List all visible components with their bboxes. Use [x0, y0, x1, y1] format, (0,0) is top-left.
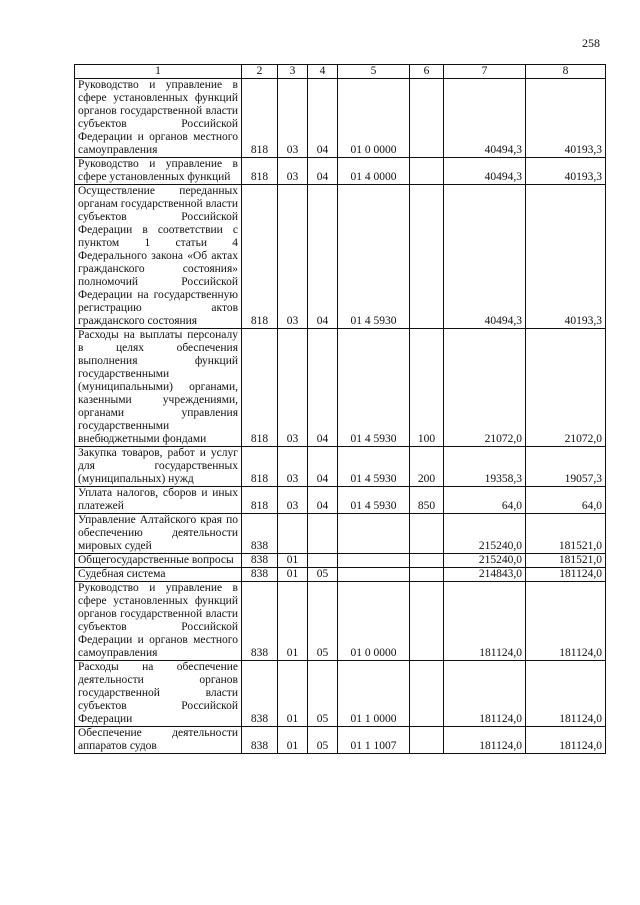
- table-row: [75, 329, 606, 447]
- target-article-cell: 01 0 0000: [338, 582, 410, 661]
- table-row: [75, 727, 606, 754]
- row-description: Обеспечение деятельности аппаратов судов: [75, 727, 242, 754]
- admin-code-cell: 818: [242, 329, 278, 447]
- expense-type-cell: [410, 185, 444, 329]
- expense-type-cell: [410, 568, 444, 582]
- table-row: [75, 568, 606, 582]
- target-article-cell: 01 1 0000: [338, 661, 410, 727]
- amount-col7-cell: 40494,3: [444, 158, 526, 185]
- table-row: [75, 487, 606, 514]
- row-description: Расходы на выплаты персоналу в целях обеспечения выполнения функций государственными (муниципальными) органами, казенными учреждениями, органами управления государственными внебюджетными фондами: [75, 329, 242, 447]
- subsection-cell: 04: [308, 447, 338, 487]
- target-article-cell: 01 4 5930: [338, 447, 410, 487]
- row-description: Руководство и управление в сфере установленных функций: [75, 158, 242, 185]
- amount-col8-cell: 21072,0: [526, 329, 606, 447]
- expense-type-cell: 100: [410, 329, 444, 447]
- column-header: 8: [526, 65, 606, 79]
- admin-code-cell: 838: [242, 661, 278, 727]
- amount-col7-cell: 40494,3: [444, 79, 526, 158]
- admin-code-cell: 838: [242, 554, 278, 568]
- subsection-cell: 04: [308, 185, 338, 329]
- admin-code-cell: 838: [242, 568, 278, 582]
- amount-col7-cell: 181124,0: [444, 727, 526, 754]
- column-header: 6: [410, 65, 444, 79]
- section-cell: 01: [278, 582, 308, 661]
- admin-code-cell: 818: [242, 79, 278, 158]
- amount-col8-cell: 64,0: [526, 487, 606, 514]
- section-cell: 03: [278, 447, 308, 487]
- column-header: 1: [75, 65, 242, 79]
- row-description: Осуществление переданных органам государственной власти субъектов Российской Федерации в соответствии с пунктом 1 статьи 4 Федерального закона «Об актах гражданского состояния» полномочий Российской Федерации на государственную регистрацию актов гражданского состояния: [75, 185, 242, 329]
- admin-code-cell: 838: [242, 582, 278, 661]
- subsection-cell: 04: [308, 158, 338, 185]
- section-cell: 03: [278, 487, 308, 514]
- expense-type-cell: [410, 514, 444, 554]
- table-row: [75, 158, 606, 185]
- amount-col7-cell: 215240,0: [444, 514, 526, 554]
- subsection-cell: 04: [308, 329, 338, 447]
- table-row: [75, 447, 606, 487]
- target-article-cell: 01 1 1007: [338, 727, 410, 754]
- subsection-cell: 05: [308, 727, 338, 754]
- amount-col8-cell: 181124,0: [526, 582, 606, 661]
- subsection-cell: 04: [308, 79, 338, 158]
- column-header: 5: [338, 65, 410, 79]
- admin-code-cell: 818: [242, 487, 278, 514]
- target-article-cell: 01 4 0000: [338, 158, 410, 185]
- amount-col8-cell: 181521,0: [526, 554, 606, 568]
- expense-type-cell: [410, 79, 444, 158]
- section-cell: 01: [278, 554, 308, 568]
- row-description: Управление Алтайского края по обеспечению деятельности мировых судей: [75, 514, 242, 554]
- column-header: 2: [242, 65, 278, 79]
- subsection-cell: 04: [308, 487, 338, 514]
- column-header: 3: [278, 65, 308, 79]
- section-cell: 01: [278, 661, 308, 727]
- table-row: [75, 554, 606, 568]
- target-article-cell: 01 0 0000: [338, 79, 410, 158]
- row-description: Закупка товаров, работ и услуг для государственных (муниципальных) нужд: [75, 447, 242, 487]
- amount-col8-cell: 181521,0: [526, 514, 606, 554]
- amount-col8-cell: 40193,3: [526, 185, 606, 329]
- expense-type-cell: 850: [410, 487, 444, 514]
- admin-code-cell: 818: [242, 185, 278, 329]
- row-description: Расходы на обеспечение деятельности органов государственной власти субъектов Российской Федерации: [75, 661, 242, 727]
- expense-type-cell: [410, 554, 444, 568]
- target-article-cell: 01 4 5930: [338, 185, 410, 329]
- amount-col7-cell: 215240,0: [444, 554, 526, 568]
- admin-code-cell: 818: [242, 158, 278, 185]
- section-cell: [278, 514, 308, 554]
- table-row: [75, 514, 606, 554]
- expense-type-cell: [410, 158, 444, 185]
- row-description: Руководство и управление в сфере установленных функций органов государственной власти субъектов Российской Федерации и органов местного самоуправления: [75, 582, 242, 661]
- amount-col8-cell: 19057,3: [526, 447, 606, 487]
- target-article-cell: 01 4 5930: [338, 487, 410, 514]
- expense-type-cell: [410, 727, 444, 754]
- target-article-cell: 01 4 5930: [338, 329, 410, 447]
- amount-col7-cell: 181124,0: [444, 582, 526, 661]
- section-cell: 03: [278, 185, 308, 329]
- target-article-cell: [338, 514, 410, 554]
- section-cell: 03: [278, 329, 308, 447]
- column-header: 7: [444, 65, 526, 79]
- amount-col7-cell: 21072,0: [444, 329, 526, 447]
- amount-col7-cell: 181124,0: [444, 661, 526, 727]
- row-description: Уплата налогов, сборов и иных платежей: [75, 487, 242, 514]
- subsection-cell: 05: [308, 582, 338, 661]
- amount-col7-cell: 19358,3: [444, 447, 526, 487]
- admin-code-cell: 838: [242, 727, 278, 754]
- amount-col7-cell: 214843,0: [444, 568, 526, 582]
- expense-type-cell: 200: [410, 447, 444, 487]
- subsection-cell: 05: [308, 568, 338, 582]
- page-number: 258: [582, 36, 600, 50]
- amount-col8-cell: 181124,0: [526, 661, 606, 727]
- subsection-cell: [308, 554, 338, 568]
- table-row: [75, 79, 606, 158]
- section-cell: 03: [278, 79, 308, 158]
- amount-col8-cell: 181124,0: [526, 568, 606, 582]
- amount-col7-cell: 64,0: [444, 487, 526, 514]
- amount-col8-cell: 40193,3: [526, 79, 606, 158]
- row-description: Руководство и управление в сфере установленных функций органов государственной власти субъектов Российской Федерации и органов местного самоуправления: [75, 79, 242, 158]
- target-article-cell: [338, 554, 410, 568]
- row-description: Общегосударственные вопросы: [75, 554, 242, 568]
- admin-code-cell: 838: [242, 514, 278, 554]
- admin-code-cell: 818: [242, 447, 278, 487]
- column-header: 4: [308, 65, 338, 79]
- subsection-cell: 05: [308, 661, 338, 727]
- expense-type-cell: [410, 582, 444, 661]
- section-cell: 03: [278, 158, 308, 185]
- target-article-cell: [338, 568, 410, 582]
- table-body: [75, 79, 606, 754]
- expense-type-cell: [410, 661, 444, 727]
- header-row: [75, 65, 606, 79]
- table-row: [75, 661, 606, 727]
- section-cell: 01: [278, 727, 308, 754]
- table-row: [75, 185, 606, 329]
- amount-col8-cell: 181124,0: [526, 727, 606, 754]
- amount-col8-cell: 40193,3: [526, 158, 606, 185]
- row-description: Судебная система: [75, 568, 242, 582]
- subsection-cell: [308, 514, 338, 554]
- amount-col7-cell: 40494,3: [444, 185, 526, 329]
- table-row: [75, 582, 606, 661]
- budget-table: [74, 64, 606, 754]
- section-cell: 01: [278, 568, 308, 582]
